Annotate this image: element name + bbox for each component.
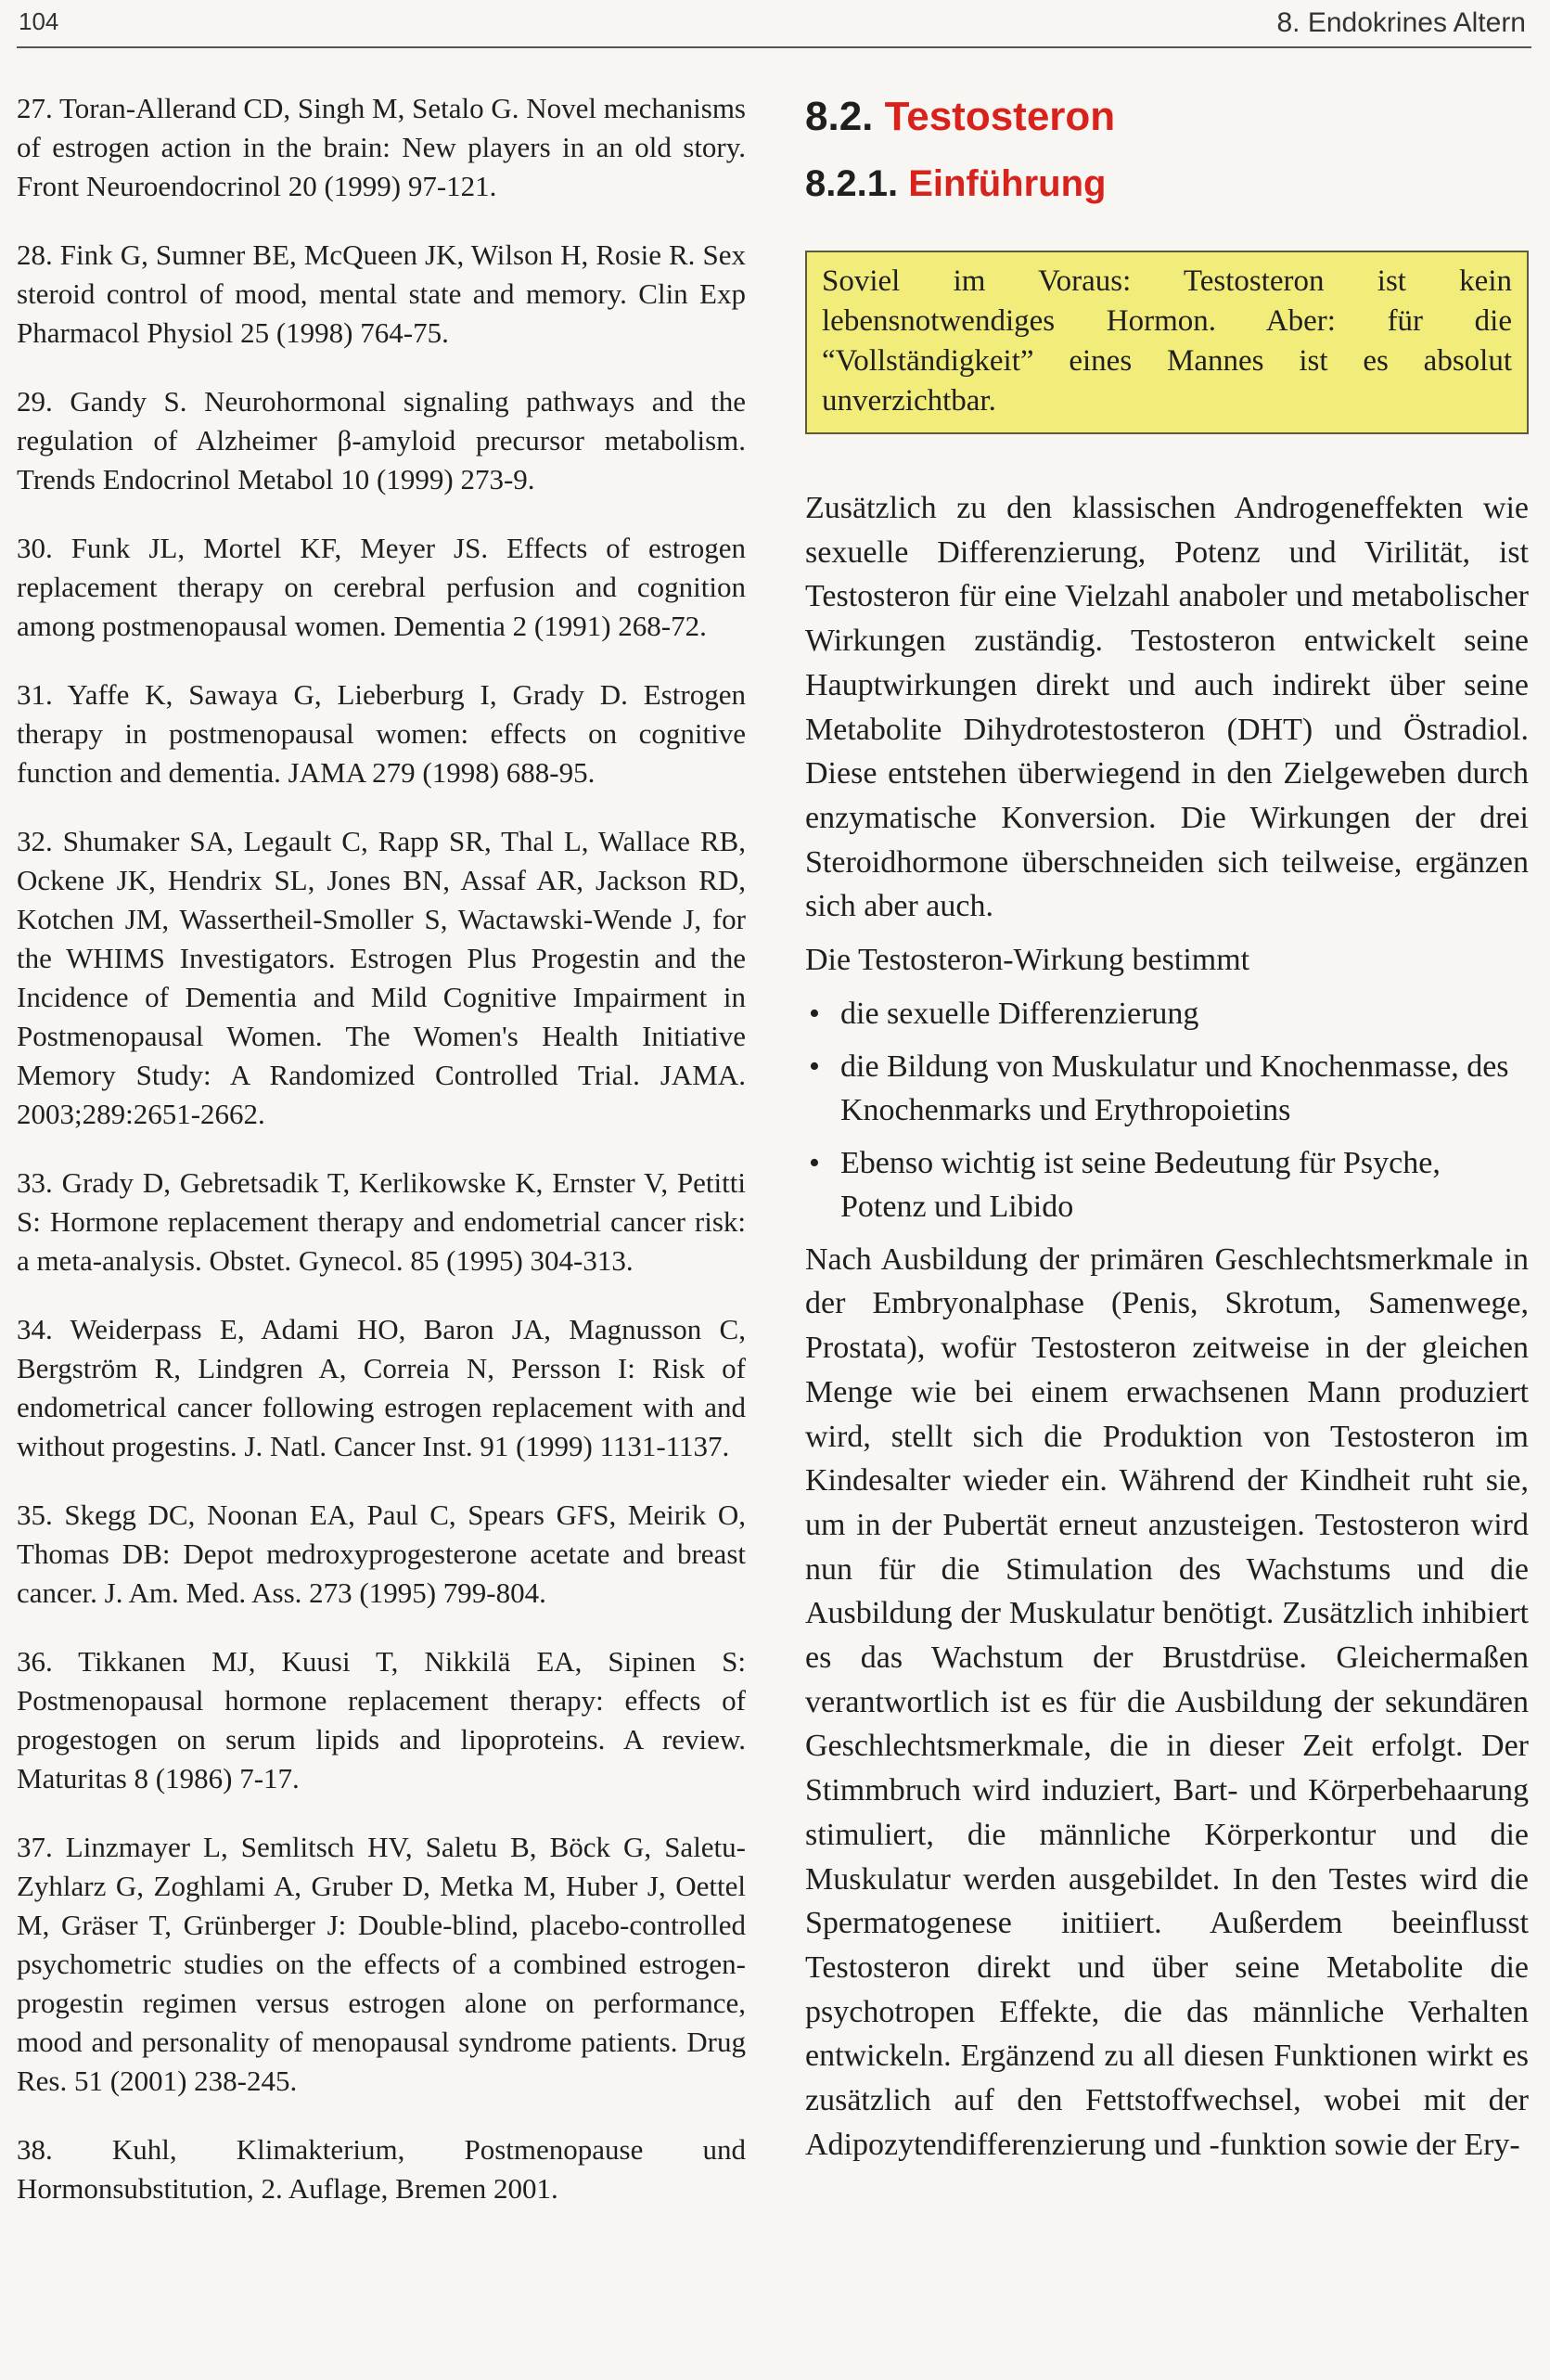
main-text-column <box>805 89 1529 2177</box>
reference-item: 35. Skegg DC, Noonan EA, Paul C, Spears GFS, Meirik O, Thomas DB: Depot medroxyprogesterone acetate and breast cancer. J. Am. Med. Ass. 273 (1995) 799-804. <box>17 1499 746 1609</box>
reference-item: 27. Toran-Allerand CD, Singh M, Setalo G. Novel mechanisms of estrogen action in the brain: New players in an old story. Front Neuroendocrinol 20 (1999) 97-121. <box>17 92 746 202</box>
bullet-icon: • <box>809 996 820 1031</box>
subsection-number: 8.2.1. <box>805 163 899 204</box>
bullet-icon: • <box>809 1145 820 1180</box>
bullet-icon: • <box>809 1048 820 1084</box>
section-number: 8.2. <box>805 94 874 139</box>
body-paragraph: Nach Ausbildung der primären Geschlechtsmerkmale in der Embryonalphase (Penis, Skrotum, Samenwege, Prostata), wofür Testosteron zeitweise in der gleichen Menge wie bei einem erwachsenen Mann produziert wird, stellt sich die Produktion von Testosteron im Kindesalter wieder ein. Während der Kindheit ruht sie, um in der Pubertät erneut anzusteigen. Testosteron wird nun für die Stimulation des Wachstums und die Ausbildung der Muskulatur benötigt. Zusätzlich inhibiert es das Wachstum der Brustdrüse. Gleichermaßen verantwortlich ist es für die Ausbildung der sekundären Geschlechtsmerkmale, die in dieser Zeit erfolgt. Der Stimmbruch wird induziert, Bart- und Körperbehaarung stimuliert, die männliche Körperkontur und die Muskulatur werden ausgebildet. In den Testes wird die Spermatogenese initiiert. Außerdem beeinflusst Testosteron direkt und über seine Metabolite die psychotropen Effekte, die das männliche Verhalten entwickeln. Ergänzend zu all diesen Funktionen wirkt es zusätzlich auf den Fettstoffwechsel, wobei mit der Adipozytendifferenzierung und -funktion sowie der Ery- <box>805 1241 1529 2162</box>
chapter-title: 8. Endokrines Altern <box>1276 7 1526 38</box>
reference-item: 29. Gandy S. Neurohormonal signaling pathways and the regulation of Alzheimer β-amyloid precursor metabolism. Trends Endocrinol Metabol 10 (1999) 273-9. <box>17 385 746 495</box>
highlight-box: Soviel im Voraus: Testosteron ist kein lebensnotwendiges Hormon. Aber: für die “Vollständigkeit” eines Mannes ist es absolut unverzichtbar. <box>805 251 1529 434</box>
reference-item: 30. Funk JL, Mortel KF, Meyer JS. Effects of estrogen replacement therapy on cerebral perfusion and cognition among postmenopausal women. Dementia 2 (1991) 268-72. <box>17 532 746 642</box>
list-item-text: Ebenso wichtig ist seine Bedeutung für Psyche, Potenz und Libido <box>840 1145 1441 1224</box>
page-header <box>17 0 1531 48</box>
subsection-heading <box>805 158 1529 210</box>
list-intro: Die Testosteron-Wirkung bestimmt <box>805 943 1250 978</box>
bullet-list <box>805 992 1529 1229</box>
reference-item: 36. Tikkanen MJ, Kuusi T, Nikkilä EA, Sipinen S: Postmenopausal hormone replacement therapy: effects of progestogen on serum lipids and lipoproteins. A review. Maturitas 8 (1986) 7-17. <box>17 1645 746 1795</box>
list-item <box>805 992 1529 1036</box>
reference-list <box>17 89 746 2238</box>
reference-item: 37. Linzmayer L, Semlitsch HV, Saletu B, Böck G, Saletu-Zyhlarz G, Zoghlami A, Gruber D, Metka M, Huber J, Oettel M, Gräser T, Grünberger J: Double-blind, placebo-controlled psychometric studies on the effects of a combined estrogen-progestin regimen versus estrogen alone on performance, mood and personality of menopausal syndrome patients. Drug Res. 51 (2001) 238-245. <box>17 1831 746 2097</box>
page-number: 104 <box>19 7 59 35</box>
reference-item: 32. Shumaker SA, Legault C, Rapp SR, Thal L, Wallace RB, Ockene JK, Hendrix SL, Jones BN, Assaf AR, Jackson RD, Kotchen JM, Wassertheil-Smoller S, Wactawski-Wende J, for the WHIMS Investigators. Estrogen Plus Progestin and the Incidence of Dementia and Mild Cognitive Impairment in Postmenopausal Women. The Women's Health Initiative Memory Study: A Randomized Controlled Trial. JAMA. 2003;289:2651-2662. <box>17 825 746 1130</box>
list-item-text: die Bildung von Muskulatur und Knochenmasse, des Knochenmarks und Erythropoietins <box>840 1048 1509 1127</box>
section-heading <box>805 89 1529 145</box>
section-title: Testosteron <box>884 94 1116 139</box>
reference-item: 34. Weiderpass E, Adami HO, Baron JA, Magnusson C, Bergström R, Lindgren A, Correia N, Persson I: Risk of endometrical cancer following estrogen replacement with and without progestins. J. Natl. Cancer Inst. 91 (1999) 1131-1137. <box>17 1313 746 1462</box>
reference-item: 33. Grady D, Gebretsadik T, Kerlikowske K, Ernster V, Petitti S: Hormone replacement therapy and endometrial cancer risk: a meta-analysis. Obstet. Gynecol. 85 (1995) 304-313. <box>17 1166 746 1277</box>
reference-item: 31. Yaffe K, Sawaya G, Lieberburg I, Grady D. Estrogen therapy in postmenopausal women: effects on cognitive function and dementia. JAMA 279 (1998) 688-95. <box>17 678 746 789</box>
list-item-text: die sexuelle Differenzierung <box>840 996 1199 1031</box>
reference-item: 28. Fink G, Sumner BE, McQueen JK, Wilson H, Rosie R. Sex steroid control of mood, mental state and memory. Clin Exp Pharmacol Physiol 25 (1998) 764-75. <box>17 238 746 349</box>
list-item <box>805 1141 1529 1229</box>
body-paragraph: Zusätzlich zu den klassischen Androgeneffekten wie sexuelle Differenzierung, Potenz und Virilität, ist Testosteron für eine Vielzahl anaboler und metabolischer Wirkungen zuständig. Testosteron entwickelt seine Hauptwirkungen direkt und auch indirekt über seine Metabolite Dihydrotestosteron (DHT) und Östradiol. Diese entstehen überwiegend in den Zielgeweben durch enzymatische Konversion. Die Wirkungen der drei Steroidhormone überschneiden sich teilweise, ergänzen sich aber auch. <box>805 491 1529 924</box>
reference-item: 38. Kuhl, Klimakterium, Postmenopause und Hormonsubstitution, 2. Auflage, Bremen 2001. <box>17 2133 746 2205</box>
list-item <box>805 1045 1529 1132</box>
subsection-title: Einführung <box>908 163 1107 204</box>
